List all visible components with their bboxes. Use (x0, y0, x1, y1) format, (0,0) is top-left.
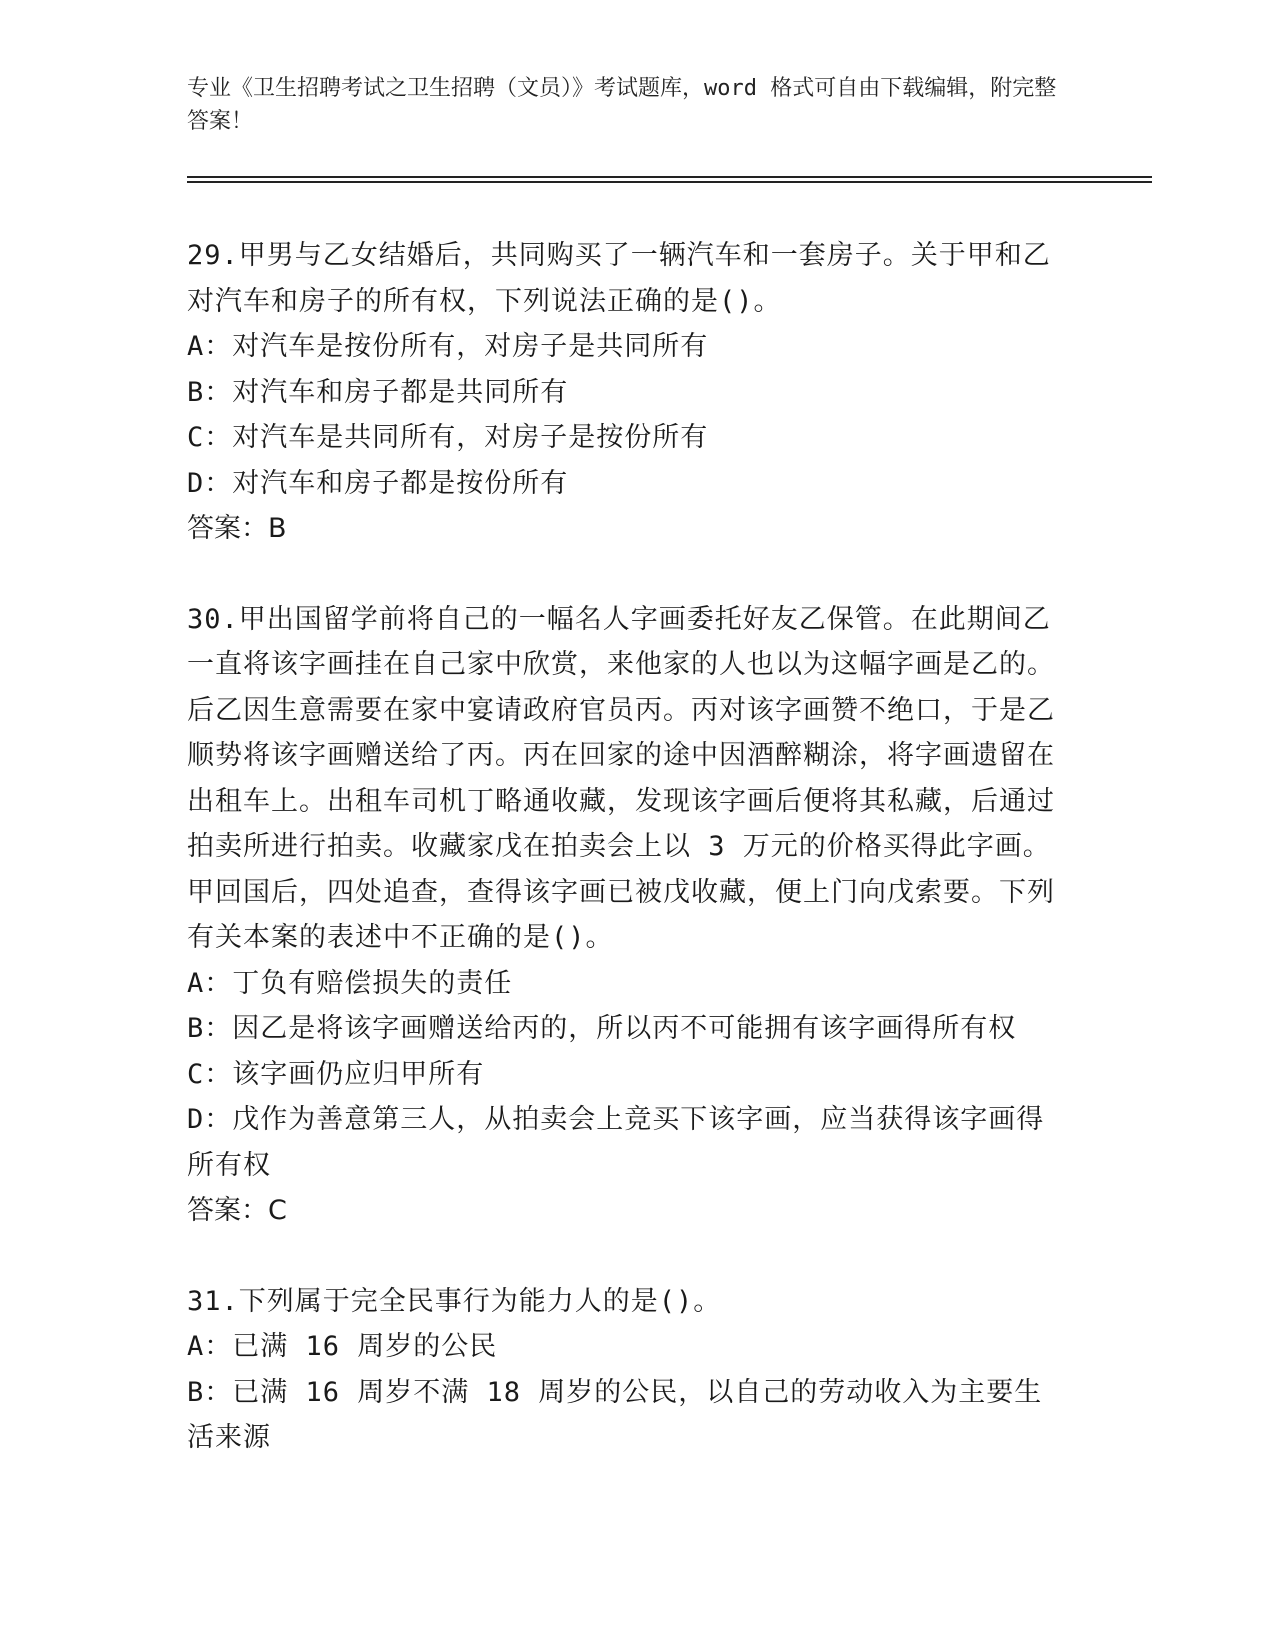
question-list (187, 233, 1067, 1461)
question-text: 30.甲出国留学前将自己的一幅名人字画委托好友乙保管。在此期间乙一直将该字画挂在自己家中欣赏，来他家的人也以为这幅字画是乙的。后乙因生意需要在家中宴请政府官员丙。丙对该字画赞不绝口，于是乙顺势将该字画赠送给了丙。丙在回家的途中因酒醉糊涂，将字画遗留在出租车上。出租车司机丁略通收藏，发现该字画后便将其私藏，后通过拍卖所进行拍卖。收藏家戊在拍卖会上以 3 万元的价格买得此字画。甲回国后，四处追查，查得该字画已被戊收藏，便上门向戊索要。下列有关本案的表述中不正确的是()。 (187, 603, 1055, 953)
question-29 (187, 233, 1067, 552)
option-d: D：对汽车和房子都是按份所有 (187, 467, 569, 499)
header-divider-bottom (187, 181, 1152, 183)
question-30 (187, 597, 1067, 1234)
header-text: 专业《卫生招聘考试之卫生招聘（文员）》考试题库，word 格式可自由下载编辑，附完整答案！ (187, 76, 1057, 134)
header-divider-top (187, 176, 1152, 178)
question-31 (187, 1279, 1067, 1461)
option-c: C：该字画仍应归甲所有 (187, 1058, 485, 1090)
question-text: 31.下列属于完全民事行为能力人的是()。 (187, 1285, 722, 1317)
option-a: A：已满 16 周岁的公民 (187, 1331, 498, 1362)
option-a: A：对汽车是按份所有，对房子是共同所有 (187, 331, 709, 362)
option-a: A：丁负有赔偿损失的责任 (187, 967, 513, 999)
answer: 答案：C (187, 1195, 287, 1226)
question-text: 29.甲男与乙女结婚后，共同购买了一辆汽车和一套房子。关于甲和乙对汽车和房子的所有权，下列说法正确的是()。 (187, 240, 1051, 317)
option-b: B：对汽车和房子都是共同所有 (187, 376, 569, 408)
document-header (187, 72, 1067, 138)
option-c: C：对汽车是共同所有，对房子是按份所有 (187, 422, 709, 453)
answer: 答案：B (187, 513, 287, 544)
option-b: B：已满 16 周岁不满 18 周岁的公民，以自己的劳动收入为主要生活来源 (187, 1376, 1043, 1453)
option-b: B：因乙是将该字画赠送给丙的，所以丙不可能拥有该字画得所有权 (187, 1013, 1017, 1044)
option-d: D：戊作为善意第三人，从拍卖会上竞买下该字画，应当获得该字画得所有权 (187, 1104, 1045, 1181)
spacer (187, 1234, 1067, 1279)
spacer (187, 552, 1067, 597)
